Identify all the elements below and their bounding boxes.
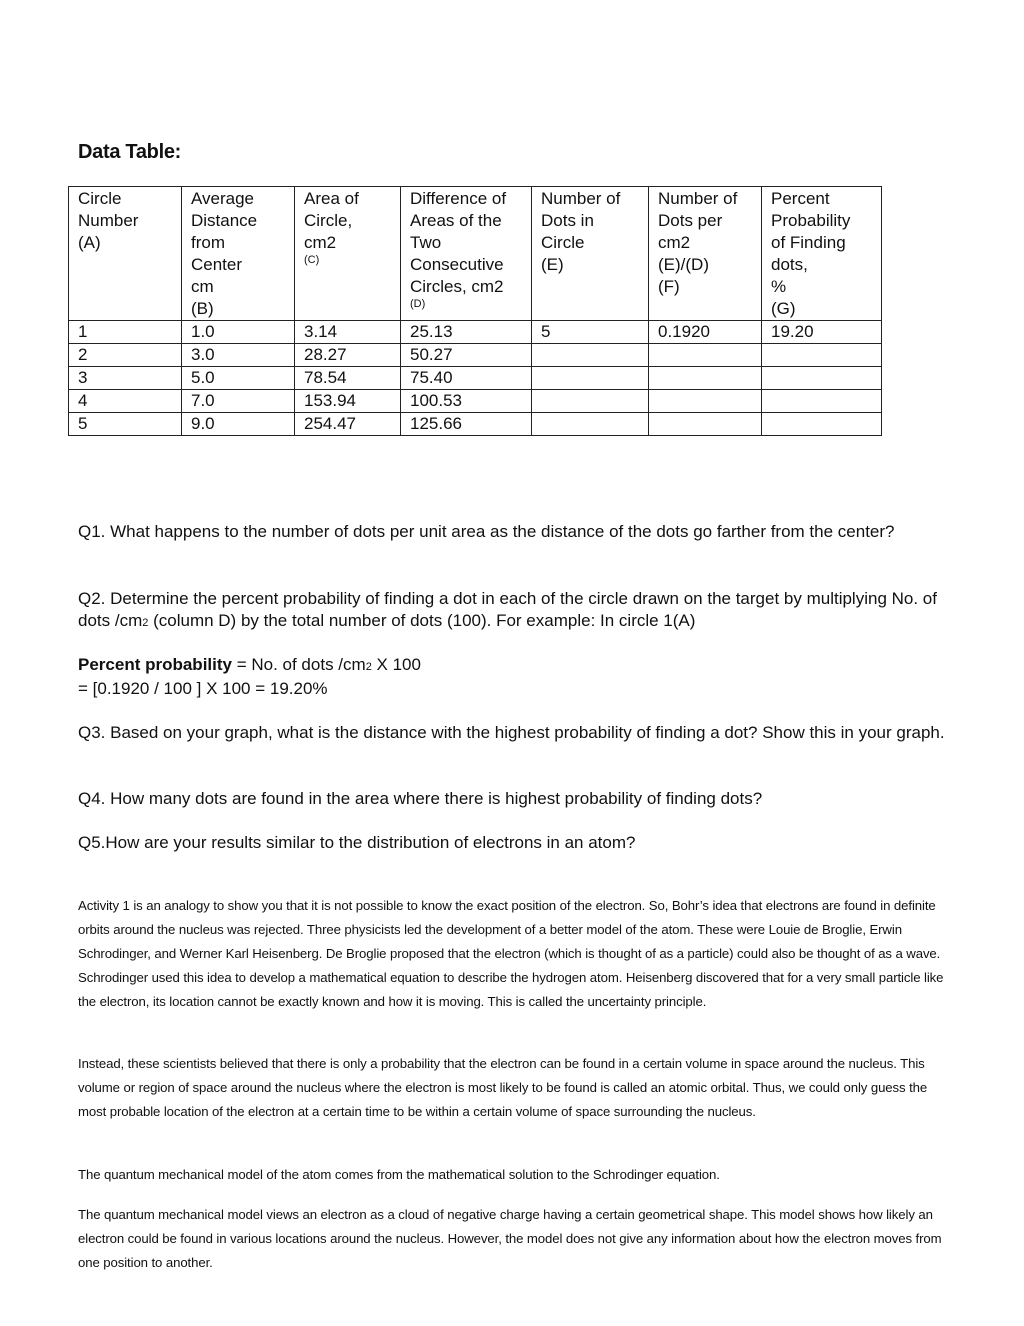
table-row xyxy=(69,367,882,390)
table-cell: 25.13 xyxy=(401,321,532,344)
table-cell xyxy=(532,344,649,367)
table-cell: 254.47 xyxy=(295,413,401,436)
data-table xyxy=(68,186,882,436)
table-cell xyxy=(532,367,649,390)
paragraph-quantum-model-origin: The quantum mechanical model of the atom comes from the mathematical solution to the Schrodinger equation. xyxy=(78,1167,720,1182)
header-area-of-circle: Area of Circle, cm2 (C) xyxy=(295,187,401,321)
table-cell: 100.53 xyxy=(401,390,532,413)
table-cell: 0.1920 xyxy=(649,321,762,344)
header-dots-per-cm2: Number of Dots per cm2 (E)/(D) (F) xyxy=(649,187,762,321)
question-2: Q2. Determine the percent probability of finding a dot in each of the circle drawn on the target by multiplying No. of dots /cm2 (column D) by the total number of dots (100). For example: In circle 1(A) xyxy=(78,589,937,630)
table-cell: 3.14 xyxy=(295,321,401,344)
header-number-of-dots: Number of Dots in Circle (E) xyxy=(532,187,649,321)
table-cell: 1 xyxy=(69,321,182,344)
question-4: Q4. How many dots are found in the area where there is highest probability of finding dots? xyxy=(78,789,763,808)
table-cell: 75.40 xyxy=(401,367,532,390)
table-cell xyxy=(649,367,762,390)
table-cell: 153.94 xyxy=(295,390,401,413)
data-table-heading: Data Table: xyxy=(78,141,182,163)
table-cell xyxy=(649,390,762,413)
table-cell: 3.0 xyxy=(182,344,295,367)
table-cell: 5 xyxy=(532,321,649,344)
table-cell: 5 xyxy=(69,413,182,436)
table-cell: 1.0 xyxy=(182,321,295,344)
table-cell: 125.66 xyxy=(401,413,532,436)
table-row xyxy=(69,321,882,344)
table-cell: 5.0 xyxy=(182,367,295,390)
table-cell: 7.0 xyxy=(182,390,295,413)
header-circle-number: Circle Number (A) xyxy=(69,187,182,321)
table-cell: 19.20 xyxy=(762,321,882,344)
table-cell: 28.27 xyxy=(295,344,401,367)
question-3: Q3. Based on your graph, what is the distance with the highest probability of finding a dot? Show this in your graph. xyxy=(78,723,945,742)
table-cell xyxy=(649,344,762,367)
table-cell: 4 xyxy=(69,390,182,413)
table-cell xyxy=(762,390,882,413)
table-cell: 78.54 xyxy=(295,367,401,390)
percent-probability-label: Percent probability xyxy=(78,655,232,674)
header-difference-of-areas: Difference of Areas of the Two Consecutive Circles, cm2 (D) xyxy=(401,187,532,321)
table-cell xyxy=(532,413,649,436)
paragraph-activity-analogy: Activity 1 is an analogy to show you that it is not possible to know the exact position of the electron. So, Bohr’s idea that electrons are found in definite orbits around the nucleus was rejected. Three physicists led the development of a better model of the atom. These were Louie de Broglie, Erwin Schrodinger, and Werner Karl Heisenberg. De Broglie proposed that the electron (which is thought of as a particle) could also be thought of as a wave. Schrodinger used this idea to develop a mathematical equation to describe the hydrogen atom. Heisenberg discovered that for a very small particle like the electron, its location cannot be exactly known and how it is moving. This is called the uncertainty principle. xyxy=(78,898,944,1009)
percent-probability-example: = [0.1920 / 100 ] X 100 = 19.20% xyxy=(78,679,328,698)
table-cell xyxy=(649,413,762,436)
table-row xyxy=(69,390,882,413)
paragraph-quantum-model-cloud: The quantum mechanical model views an electron as a cloud of negative charge having a certain geometrical shape. This model shows how likely an electron could be found in various locations around the nucleus. However, the model does not give any information about how the electron moves from one position to another. xyxy=(78,1207,942,1270)
question-1: Q1. What happens to the number of dots per unit area as the distance of the dots go farther from the center? xyxy=(78,522,895,541)
table-cell xyxy=(762,413,882,436)
header-average-distance: Average Distance from Center cm (B) xyxy=(182,187,295,321)
paragraph-atomic-orbital: Instead, these scientists believed that there is only a probability that the electron can be found in a certain volume in space around the nucleus. This volume or region of space around the nucleus where the electron is most likely to be found is called an atomic orbital. Thus, we could only guess the most probable location of the electron at a certain time to be within a certain volume of space surrounding the nucleus. xyxy=(78,1056,928,1119)
table-cell xyxy=(762,367,882,390)
table-cell: 2 xyxy=(69,344,182,367)
table-cell: 9.0 xyxy=(182,413,295,436)
table-cell: 50.27 xyxy=(401,344,532,367)
table-cell: 3 xyxy=(69,367,182,390)
percent-probability-formula: Percent probability = No. of dots /cm2 X 100 = [0.1920 / 100 ] X 100 = 19.20% xyxy=(78,655,421,698)
header-percent-probability: Percent Probability of Finding dots, % (G) xyxy=(762,187,882,321)
question-5: Q5.How are your results similar to the distribution of electrons in an atom? xyxy=(78,833,636,852)
table-cell xyxy=(532,390,649,413)
table-cell xyxy=(762,344,882,367)
table-row xyxy=(69,344,882,367)
table-row xyxy=(69,413,882,436)
table-header-row xyxy=(69,187,882,321)
